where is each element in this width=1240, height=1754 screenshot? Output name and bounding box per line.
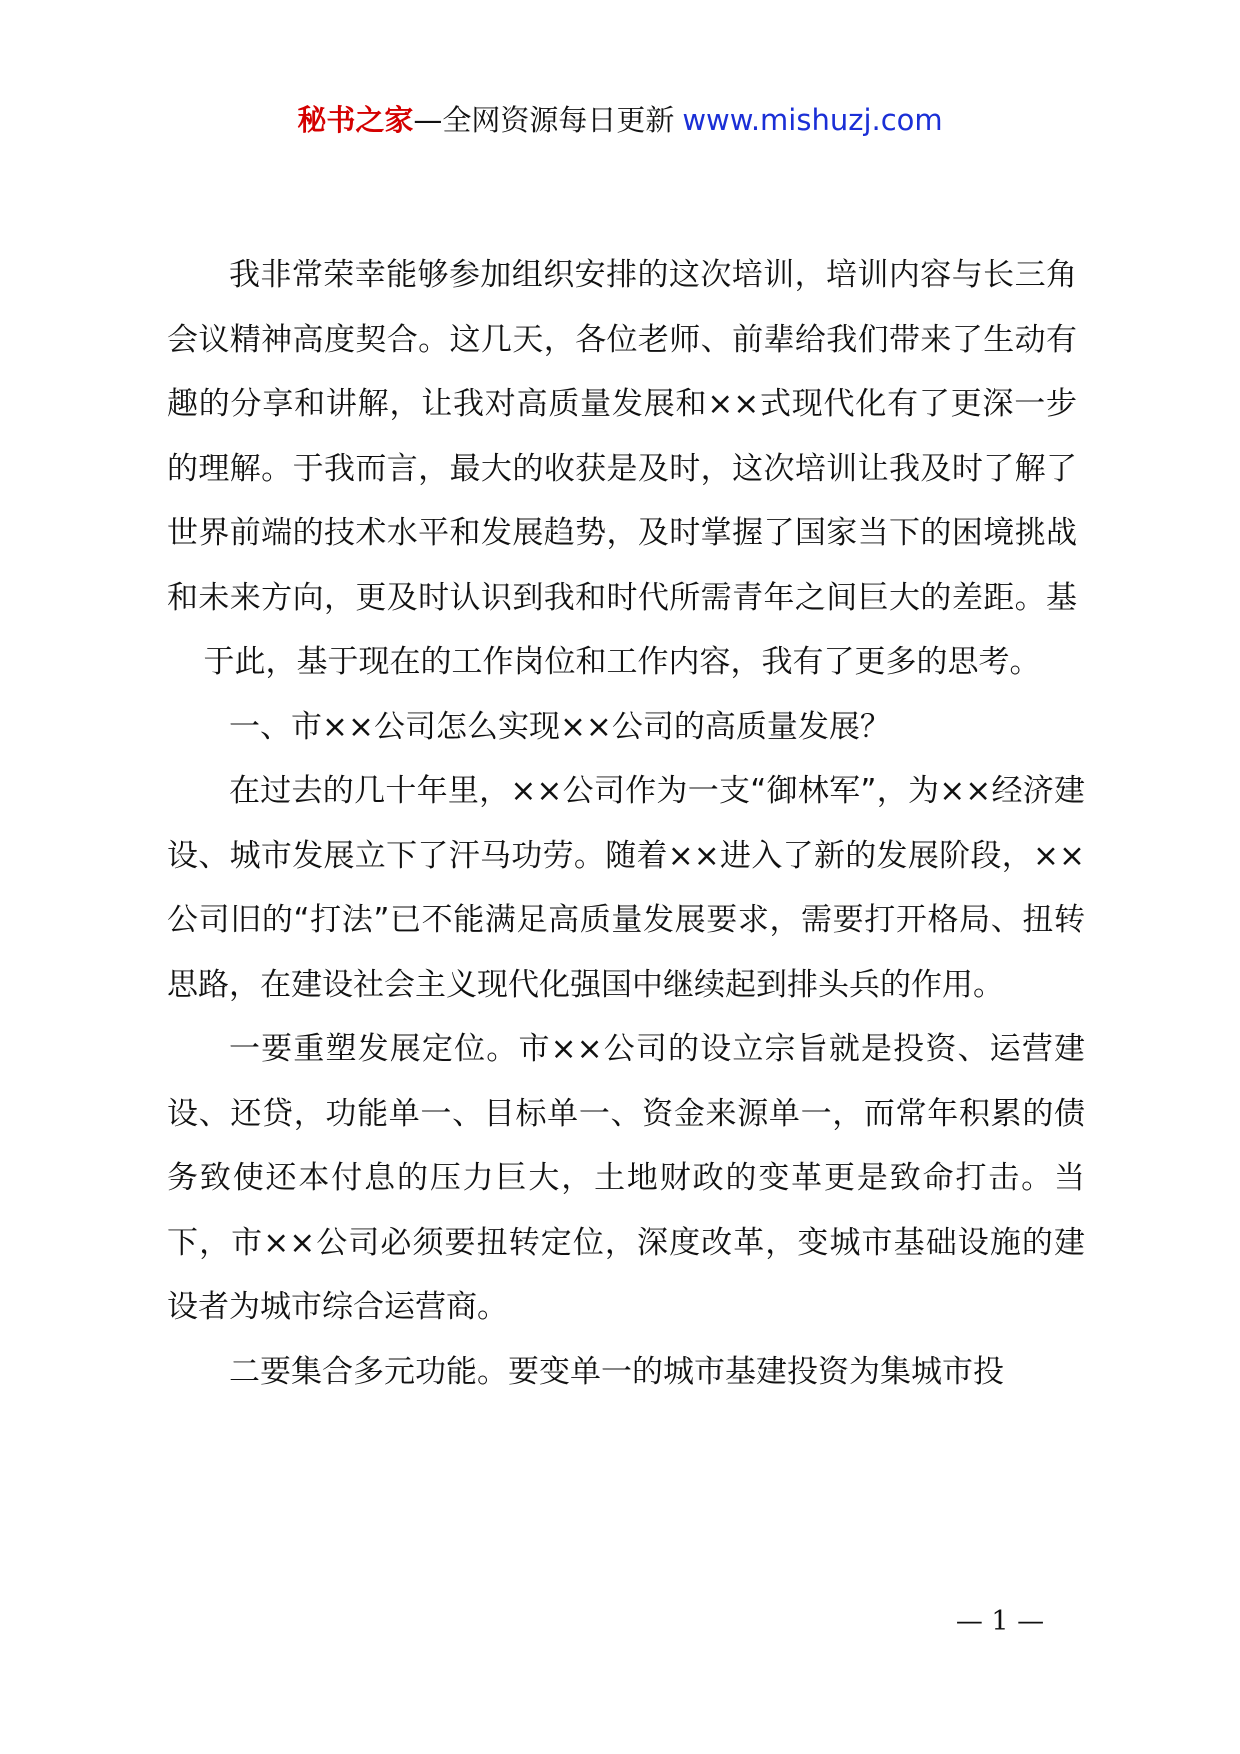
body-paragraph: 二要集合多元功能。要变单一的城市基建投资为集城市投 xyxy=(229,1353,1004,1390)
body-paragraph: 一要重塑发展定位。市××公司的设立宗旨就是投资、运营建设、还贷，功能单一、目标单一、资金来源单一，而常年积累的债务致使还本付息的压力巨大，土地财政的变革更是致命打击。当下，市××公司必须要扭转定位，深度改革，变城市基础设施的建设者为城市综合运营商。 xyxy=(167,1031,1085,1325)
brand-name: 秘书之家 xyxy=(297,103,414,137)
intro-paragraph: 我非常荣幸能够参加组织安排的这次培训，培训内容与长三角会议精神高度契合。这几天，各位老师、前辈给我们带来了生动有趣的分享和讲解，让我对高质量发展和××式现代化有了更深一步的理解。于我而言，最大的收获是及时，这次培训让我及时了解了世界前端的技术水平和发展趋势，及时掌握了国家当下的困境挑战和未来方向，更及时认识到我和时代所需青年之间巨大的差距。基于此，基于现在的工作岗位和工作内容，我有了更多的思考。 xyxy=(167,257,1077,680)
page-number: — 1 — xyxy=(955,1606,1045,1637)
body-paragraph: 在过去的几十年里，××公司作为一支“御林军”，为××经济建设、城市发展立下了汗马功劳。随着××进入了新的发展阶段，××公司旧的“打法”已不能满足高质量发展要求，需要打开格局、扭转思路，在建设社会主义现代化强国中继续起到排头兵的作用。 xyxy=(167,773,1085,1003)
website-link[interactable]: www.mishuzj.com xyxy=(682,103,943,137)
banner-slogan: —全网资源每日更新 xyxy=(413,103,675,137)
section-heading: 一、市××公司怎么实现××公司的高质量发展？ xyxy=(229,708,891,745)
document-body xyxy=(167,243,1085,1404)
site-banner xyxy=(0,100,1240,140)
